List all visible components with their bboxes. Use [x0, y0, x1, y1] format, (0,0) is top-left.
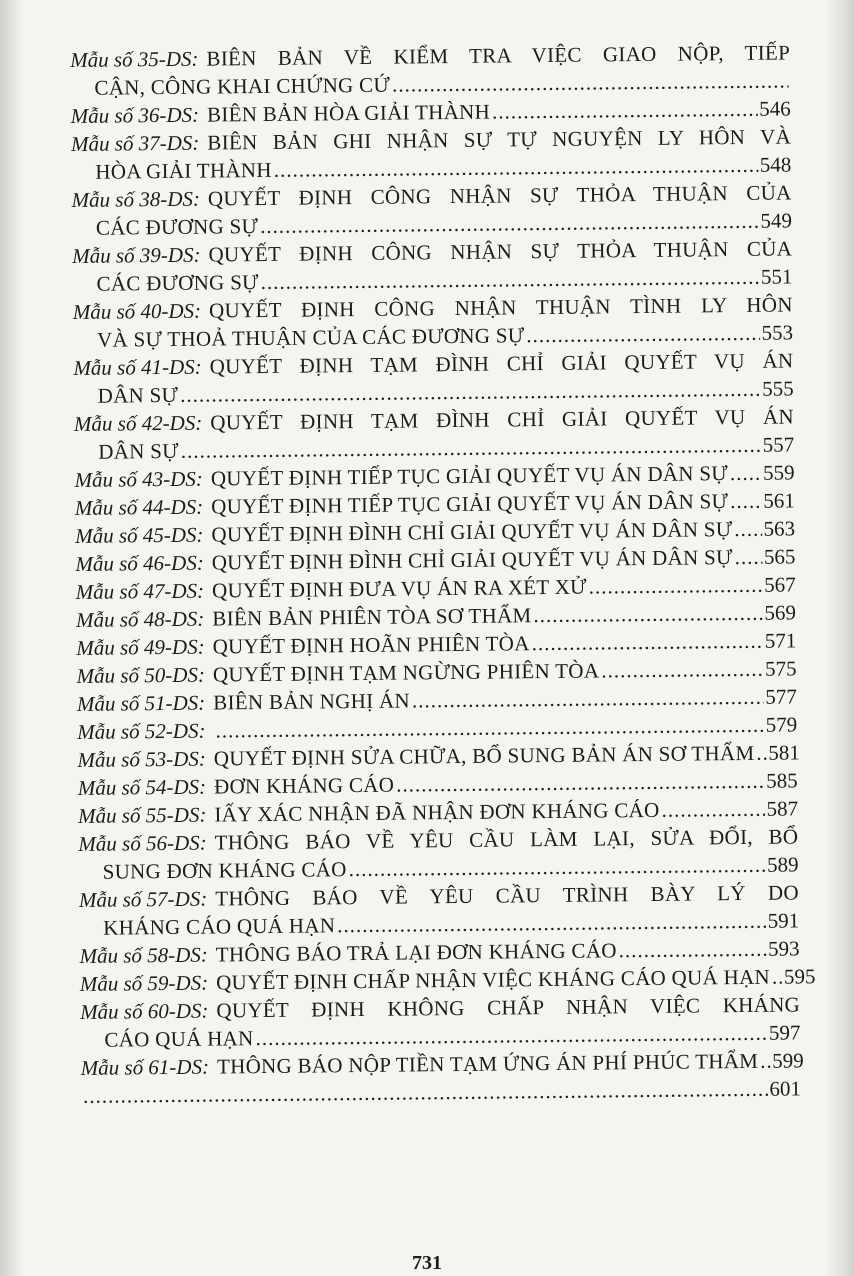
form-title: IẤY XÁC NHẬN ĐÃ NHẬN ĐƠN KHÁNG CÁO — [214, 797, 660, 827]
page-ref: 593 — [767, 936, 800, 961]
form-code: Mẫu số 35-DS: — [70, 46, 199, 72]
form-title: QUYẾT ĐỊNH CÔNG NHẬN THUẬN TÌNH LY HÔN — [208, 292, 793, 323]
leader-dots — [734, 515, 762, 543]
form-code: Mẫu số 39-DS: — [72, 242, 201, 268]
leader-dots — [337, 907, 766, 939]
form-title-cont: DÂN SỰ — [97, 382, 179, 408]
leader-dots — [772, 963, 782, 991]
leader-dots — [412, 683, 764, 715]
page-ref: 569 — [764, 600, 797, 625]
page-edge — [824, 0, 854, 1276]
form-title: QUYẾT ĐỊNH CÔNG NHẬN SỰ THỎA THUẬN CỦA — [207, 180, 792, 211]
toc-entry-41 — [73, 346, 794, 410]
leader-dots — [734, 543, 762, 571]
page-ref: 599 — [772, 1048, 804, 1073]
leader-dots — [730, 487, 761, 515]
form-title: THÔNG BÁO NỘP TIỀN TẠM ỨNG ÁN PHÍ PHÚC THẨM — [216, 1048, 759, 1079]
leader-dots — [526, 319, 759, 349]
page-ref: 551 — [760, 264, 793, 289]
form-code: Mẫu số 41-DS: — [73, 354, 202, 380]
form-title-cont: CÁO QUÁ HẠN — [104, 1026, 254, 1052]
toc-entry-40 — [73, 290, 794, 354]
form-code: Mẫu số 60-DS: — [79, 998, 209, 1024]
form-code: Mẫu số 55-DS: — [77, 802, 207, 828]
page-ref: 581 — [768, 740, 800, 765]
form-code: Mẫu số 57-DS: — [78, 886, 208, 912]
form-title: QUYẾT ĐỊNH KHÔNG CHẤP NHẬN VIỆC KHÁNG — [216, 992, 801, 1023]
form-code: Mẫu số 50-DS: — [76, 662, 206, 688]
form-title-cont: SUNG ĐƠN KHÁNG CÁO — [102, 857, 347, 884]
form-title: BIÊN BẢN PHIÊN TÒA SƠ THẨM — [212, 603, 532, 631]
form-code: Mẫu số 53-DS: — [77, 746, 206, 772]
form-title: QUYẾT ĐỊNH TẠM ĐÌNH CHỈ GIẢI QUYẾT VỤ ÁN — [209, 348, 794, 379]
page-ref: 577 — [765, 684, 797, 709]
page-ref: 553 — [761, 320, 794, 345]
form-title: QUYẾT ĐỊNH HOÃN PHIÊN TÒA — [212, 631, 530, 659]
toc-entry-35 — [70, 38, 791, 102]
toc-entry-57 — [79, 878, 800, 942]
page-ref: 591 — [767, 908, 800, 933]
page-ref: 565 — [763, 544, 796, 569]
form-code: Mẫu số 36-DS: — [70, 102, 200, 128]
form-title: QUYẾT ĐỊNH CÔNG NHẬN SỰ THỎA THUẬN CỦA — [208, 236, 793, 267]
form-title: QUYẾT ĐỊNH ĐƯA VỤ ÁN RA XÉT XỬ — [211, 574, 587, 603]
page-ref: 548 — [759, 152, 792, 177]
form-code: Mẫu số 37-DS: — [70, 130, 200, 156]
form-title: QUYẾT ĐỊNH TIẾP TỤC GIẢI QUYẾT VỤ ÁN DÂN SỰ — [210, 461, 729, 491]
page-ref: 567 — [764, 572, 796, 597]
form-code: Mẫu số 40-DS: — [72, 298, 202, 324]
form-code: Mẫu số 45-DS: — [75, 522, 204, 548]
form-title: QUYẾT ĐỊNH ĐÌNH CHỈ GIẢI QUYẾT VỤ ÁN DÂN SỰ — [211, 517, 733, 547]
toc-entry-60 — [80, 990, 801, 1054]
form-title-cont: CÁC ĐƯƠNG SỰ — [95, 214, 259, 240]
form-code: Mẫu số 51-DS: — [76, 690, 206, 716]
form-code: Mẫu số 49-DS: — [76, 634, 205, 660]
form-title: THÔNG BÁO TRẢ LẠI ĐƠN KHÁNG CÁO — [215, 938, 617, 967]
leader-dots — [348, 851, 765, 883]
page-ref: 597 — [768, 1020, 801, 1045]
form-code: Mẫu số 58-DS: — [79, 942, 208, 968]
form-title-cont: CÁC ĐƯƠNG SỰ — [96, 270, 259, 296]
form-code: Mẫu số 46-DS: — [75, 550, 204, 576]
form-code: Mẫu số 48-DS: — [75, 606, 205, 632]
leader-dots — [730, 459, 761, 487]
form-title: ĐƠN KHÁNG CÁO — [213, 772, 395, 799]
leader-dots — [661, 795, 764, 824]
form-title-cont: KHÁNG CÁO QUÁ HẠN — [103, 913, 336, 940]
page-ref: 549 — [760, 208, 792, 233]
page-ref: 579 — [765, 712, 798, 737]
page-ref: 561 — [763, 488, 795, 513]
page-ref: 595 — [783, 964, 816, 989]
form-code: Mẫu số 61-DS: — [80, 1054, 210, 1080]
form-title-cont: HÒA GIẢI THÀNH — [95, 157, 272, 184]
form-code: Mẫu số 54-DS: — [77, 774, 207, 800]
form-title: BIÊN BẢN NGHỊ ÁN — [213, 688, 411, 715]
form-code: Mẫu số 52-DS: — [77, 718, 206, 744]
form-code: Mẫu số 56-DS: — [78, 830, 207, 856]
book-gutter — [0, 0, 22, 1276]
leader-dots — [532, 627, 763, 657]
leader-dots — [396, 767, 764, 799]
leader-dots — [756, 739, 766, 767]
page-ref: 546 — [759, 96, 791, 121]
form-title-cont: VÀ SỰ THOẢ THUẬN CỦA CÁC ĐƯƠNG SỰ — [96, 323, 525, 352]
page-ref: 555 — [762, 376, 794, 401]
form-title: QUYẾT ĐỊNH TẠM ĐÌNH CHỈ GIẢI QUYẾT VỤ ÁN — [210, 404, 795, 435]
form-title: THÔNG BÁO VỀ YÊU CẦU TRÌNH BÀY LÝ DO — [215, 880, 800, 911]
toc-entry-56 — [78, 822, 799, 886]
form-code: Mẫu số 44-DS: — [74, 494, 204, 520]
leader-dots — [589, 571, 763, 601]
page-number: 731 — [412, 1252, 442, 1274]
leader-dots — [392, 66, 789, 98]
toc-entry-37 — [71, 122, 792, 186]
leader-dots — [619, 935, 767, 965]
page-ref: 601 — [769, 1076, 802, 1101]
form-title-cont: DÂN SỰ — [98, 438, 179, 464]
page-ref: 571 — [764, 628, 797, 653]
page-ref: 585 — [766, 768, 798, 793]
form-title: QUYẾT ĐỊNH TIẾP TỤC GIẢI QUYẾT VỤ ÁN DÂN SỰ — [211, 489, 729, 519]
form-code: Mẫu số 59-DS: — [79, 970, 209, 996]
page-ref: 587 — [766, 796, 799, 821]
leader-dots — [83, 1075, 768, 1110]
page-ref: 589 — [766, 852, 799, 877]
leader-dots — [601, 655, 763, 685]
form-title: QUYẾT ĐỊNH CHẤP NHẬN VIỆC KHÁNG CÁO QUÁ HẠN — [216, 964, 771, 995]
form-title: BIÊN BẢN VỀ KIỂM TRA VIỆC GIAO NỘP, TIẾP — [206, 40, 791, 71]
form-title: QUYẾT ĐỊNH ĐÌNH CHỈ GIẢI QUYẾT VỤ ÁN DÂN SỰ — [211, 545, 733, 575]
leader-dots — [760, 1047, 770, 1075]
toc-entry-38 — [71, 178, 792, 242]
form-title: BIÊN BẢN GHI NHẬN SỰ TỰ NGUYỆN LY HÔN VÀ — [207, 124, 792, 155]
form-code: Mẫu số 42-DS: — [73, 410, 203, 436]
page-ref: 575 — [764, 656, 797, 681]
page-ref: 559 — [762, 460, 795, 485]
form-title: QUYẾT ĐỊNH SỬA CHỮA, BỔ SUNG BẢN ÁN SƠ THẨM — [213, 740, 755, 771]
form-code: Mẫu số 38-DS: — [71, 186, 201, 212]
form-title: THÔNG BÁO VỀ YÊU CẦU LÀM LẠI, SỬA ĐỔI, BỔ — [214, 824, 799, 855]
form-title-cont: CẬN, CÔNG KHAI CHỨNG CỨ — [94, 72, 391, 100]
form-title: QUYẾT ĐỊNH TẠM NGỪNG PHIÊN TÒA — [212, 658, 600, 687]
form-code: Mẫu số 47-DS: — [75, 578, 205, 604]
page-ref: 563 — [763, 516, 796, 541]
page-ref: 557 — [762, 432, 795, 457]
leader-dots — [533, 599, 762, 629]
toc-entry-39 — [72, 234, 793, 298]
form-title: BIÊN BẢN HÒA GIẢI THÀNH — [206, 99, 491, 127]
form-code: Mẫu số 43-DS: — [74, 466, 203, 492]
leader-dots — [492, 95, 757, 126]
toc-entry-42 — [74, 402, 795, 466]
table-of-contents — [70, 38, 816, 1109]
